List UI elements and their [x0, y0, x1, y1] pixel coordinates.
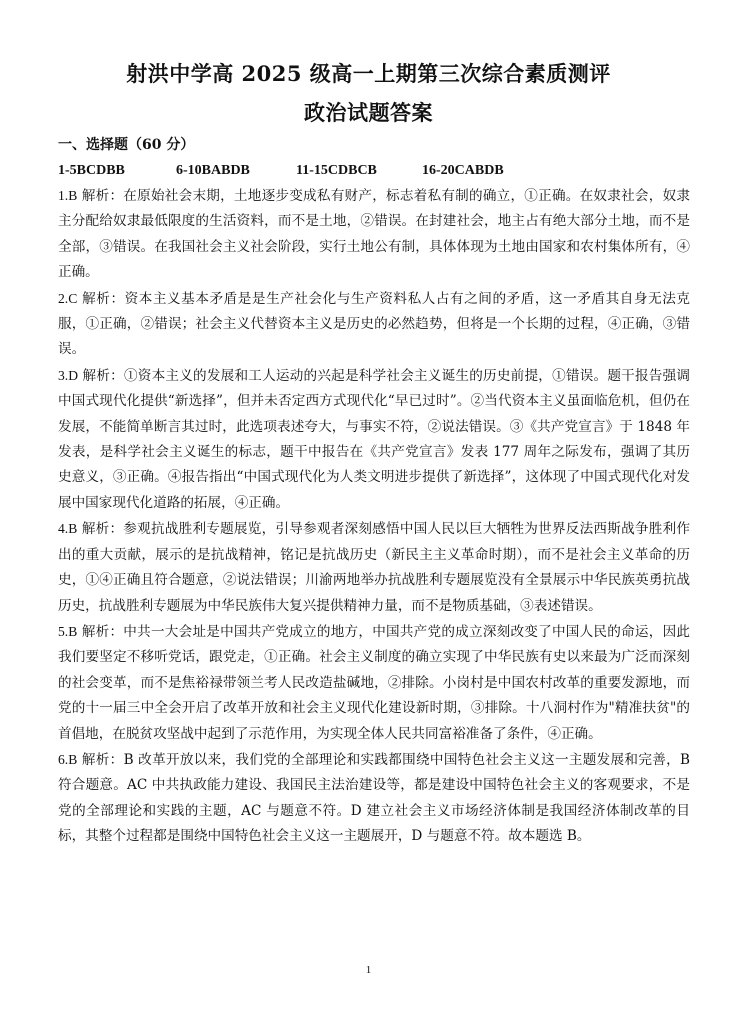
question-label: 4.B: [58, 521, 78, 537]
question-label: 6.B: [58, 751, 78, 767]
explanation-paragraph: [58, 363, 690, 516]
explanation-paragraph: [58, 516, 690, 619]
explanation-paragraph: [58, 747, 690, 850]
document-body: [58, 133, 690, 850]
answer-key-group: 1-5BCDBB: [58, 163, 125, 178]
answer-key-group: 6-10BABDB: [176, 163, 250, 178]
explanation-paragraph: [58, 183, 690, 286]
question-label: 5.B: [58, 623, 78, 639]
explanation-text: 解析：资本主义基本矛盾是是生产社会化与生产资料私人占有之间的矛盾，这一矛盾其自身无法克服，①正确，②错误；社会主义代替资本主义是历史的必然趋势，但将是一个长期的过程，④正确，③错误。: [58, 290, 690, 358]
question-label: 2.C: [58, 290, 78, 306]
document-title: 射洪中学高 2025 级高一上期第三次综合素质测评: [126, 61, 611, 86]
explanation-text: 解析：参观抗战胜利专题展览，引导参观者深刻感悟中国人民以巨大牺牲为世界反法西斯战争胜利作出的重大贡献，展示的是抗战精神，铭记是抗战历史（新民主主义革命时期），而不是社会主义革命的历史，①④正确且符合题意，②说法错误；川渝两地举办抗战胜利专题展览没有全景展示中华民族英勇抗战历史，抗战胜利专题展为中华民族伟大复兴提供精神力量，而不是物质基础，③表述错误。: [58, 521, 690, 614]
explanation-text: 解析：在原始社会末期，土地逐步变成私有财产，标志着私有制的确立，①正确。在奴隶社会，奴隶主分配给奴隶最低限度的生活资料，而不是土地，②错误。在封建社会，地主占有绝大部分土地，而不是全部，③错误。在我国社会主义社会阶段，实行土地公有制，具体体现为土地由国家和农村集体所有，④正确。: [58, 188, 690, 281]
question-label: 3.D: [58, 367, 79, 383]
answer-key-row: [58, 158, 690, 183]
document-subtitle: 政治试题答案: [304, 100, 433, 125]
explanation-text: 解析：中共一大会址是中国共产党成立的地方，中国共产党的成立深刻改变了中国人民的命运，因此我们要坚定不移听党话，跟党走，①正确。社会主义制度的确立实现了中华民族有史以来最为广泛而深刻的社会变革，而不是焦裕禄带领兰考人民改造盐碱地，②排除。小岗村是中国农村改革的重要发源地，而党的十一届三中全会开启了改革开放和社会主义现代化建设新时期，③排除。十八洞村作为"精准扶贫"的首倡地，在脱贫攻坚战中起到了示范作用，为实现全体人民共同富裕准备了条件，④正确。: [58, 623, 690, 742]
answer-key-group: 16-20CABDB: [422, 163, 504, 178]
answer-key-group: 11-15CDBCB: [296, 163, 377, 178]
question-label: 1.B: [58, 188, 78, 203]
section-heading: 一、选择题（60 分）: [58, 137, 195, 153]
page-number: 1: [365, 964, 372, 976]
explanation-paragraph: [58, 286, 690, 363]
explanation-text: 解析：①资本主义的发展和工人运动的兴起是科学社会主义诞生的历史前提，①错误。题干报告强调中国式现代化提供“新选择”，但并未否定西方式现代化“早已过时”。②当代资本主义虽面临危机，但仍在发展，不能简单断言其过时，此选项表述夸大，与事实不符，②说法错误。③《共产党宣言》于 1848 年发表，是科学社会主义诞生的标志，题干中报告在《共产党宣言》发表 177 周年之际发布，强调了其历史意义，③正确。④报告指出“中国式现代化为人类文明进步提供了新选择”，这体现了中国式现代化对发展中国家现代化道路的拓展，④正确。: [58, 367, 690, 511]
explanation-text: 解析：B 改革开放以来，我们党的全部理论和实践都围绕中国特色社会主义这一主题发展和完善，B 符合题意。AC 中共执政能力建设、我国民主法治建设等，都是建设中国特色社会主义的客观要求，不是党的全部理论和实践的主题，AC 与题意不符。D 建立社会主义市场经济体制是我国经济体制改革的目标，其整个过程都是围绕中国特色社会主义这一主题展开，D 与题意不符。故本题选 B。: [58, 751, 690, 845]
explanation-paragraph: [58, 619, 690, 747]
